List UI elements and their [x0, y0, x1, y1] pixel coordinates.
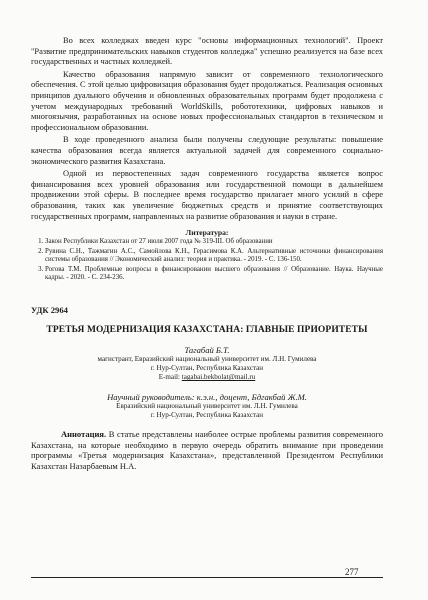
- supervisor-city: г. Нур-Султан, Республика Казахстан: [150, 410, 264, 419]
- footer-rule: [31, 577, 383, 578]
- article-title: ТРЕТЬЯ МОДЕРНИЗАЦИЯ КАЗАХСТАНА: ГЛАВНЫЕ ПРИОРИТЕТЫ: [46, 325, 368, 336]
- author-city: г. Нур-Султан, Республика Казахстан: [150, 364, 264, 373]
- author-affiliation: магистрант, Евразийский национальный университет им. Л.Н. Гумилева: [97, 355, 317, 364]
- email-link[interactable]: tagabai.bekbolat@mail.ru: [181, 373, 256, 382]
- abstract-text: В статье представлены наиболее острые проблемы развития современного Казахстана, на которые необходимо в первую очередь обратить внимание при проведении программы «Третья модернизация Казахстана», представленной Президентом Республики Казахстан Назарбаевым Н.А.: [31, 429, 383, 471]
- literature-item: 2. Рувина С.Н., Тажмагин А.С., Самойлова К.Н., Герасимова К.А. Альтернативные источники финансирования системы образования // Экономический анализ: теория и практика. - 2019. - С. 136-150.: [45, 248, 383, 265]
- paragraph-4: Одной из первостепенных задач современного государства является вопрос финансирования всех уровней образования или государственной помощи в дальнейшем продвижении этой сферы. В последнее время государство прилагает много усилий в сфере образования, таких как увеличение бюджетных средств и принятие соответствующих государственных программ, направленных на развитие образования и науки в стране.: [31, 169, 383, 221]
- document-page: [31, 36, 383, 471]
- author-email-line: [31, 373, 383, 382]
- paragraph-3: В ходе проведенного анализа были получены следующие результаты: повышение качества образования всегда является актуальной задачей для современного социально-экономического развития Казахстана.: [31, 135, 383, 166]
- supervisor-affiliation: Евразийский национальный университет им. Л.Н. Гумилева: [116, 401, 298, 410]
- literature-item: 3. Рогова Т.М. Проблемные вопросы в финансировании высшего образования // Образование. Наука. Научные кадры. - 2020. - С. 234-236.: [45, 266, 383, 283]
- udk-code: УДК 2964: [31, 305, 68, 316]
- author-name: Тагабай Б.Т.: [184, 345, 230, 356]
- page-number: 277: [345, 567, 359, 577]
- literature-title: Литература:: [185, 228, 229, 238]
- abstract: [31, 429, 383, 471]
- email-label: E-mail:: [158, 373, 180, 382]
- abstract-label: Аннотация.: [61, 429, 107, 440]
- literature-list: [31, 238, 383, 283]
- literature-item: 1. Закон Республики Казахстан от 27 июля 2007 года № 319-III. Об образовании: [45, 238, 383, 247]
- supervisor-line: Научный руководитель: к.э.н., доцент, Бдгакбай Ж.М.: [107, 391, 307, 402]
- paragraph-1: Во всех колледжах введен курс "основы информационных технологий". Проект "Развитие предпринимательских навыков студентов колледжа" успешно реализуется на базе всех государственных и частных колледжей.: [31, 36, 383, 67]
- paragraph-2: Качество образования напрямую зависит от современного технологического обеспечения. С этой целью цифровизация образования будет продолжаться. Реализация основных принципов дуального обучения и обновленных образовательных программ будет продолжена с учетом международных требований WorldSkills, робототехники, цифровых навыков и многоязычия, разработанных на основе новых профессиональных стандартов в техническом и профессиональном образовании.: [31, 69, 383, 132]
